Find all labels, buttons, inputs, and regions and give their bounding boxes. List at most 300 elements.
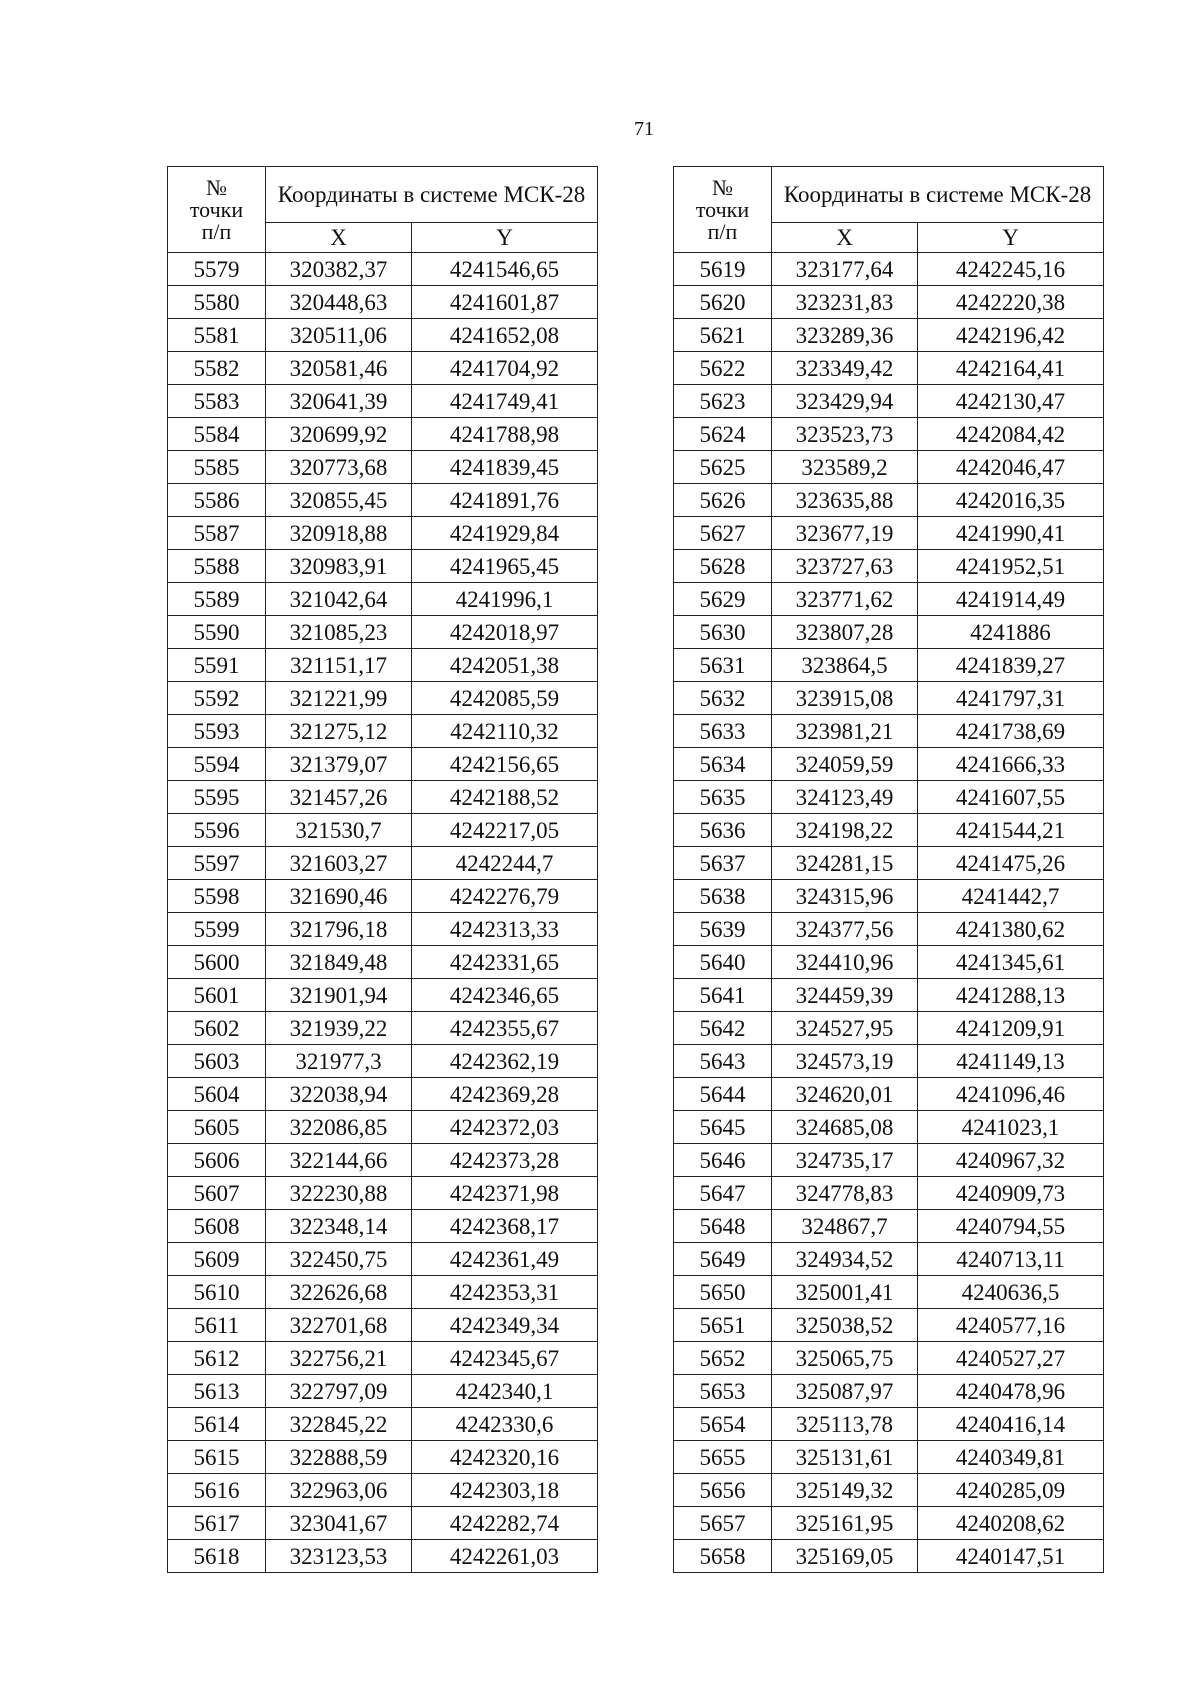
table-row <box>168 1177 598 1210</box>
point-number-cell: 5649 <box>674 1243 772 1276</box>
point-number-cell: 5606 <box>168 1144 266 1177</box>
x-coordinate-cell: 321901,94 <box>266 979 412 1012</box>
x-coordinate-cell: 322348,14 <box>266 1210 412 1243</box>
point-number-cell: 5638 <box>674 880 772 913</box>
x-coordinate-cell: 323349,42 <box>772 352 918 385</box>
point-number-cell: 5658 <box>674 1540 772 1573</box>
table-row <box>674 814 1104 847</box>
table-row <box>674 1540 1104 1573</box>
x-coordinate-cell: 322450,75 <box>266 1243 412 1276</box>
x-coordinate-cell: 324281,15 <box>772 847 918 880</box>
y-coordinate-cell: 4242051,38 <box>412 649 598 682</box>
x-coordinate-cell: 324573,19 <box>772 1045 918 1078</box>
coordinates-header: Координаты в системе МСК-28 <box>266 167 598 223</box>
table-row <box>168 1309 598 1342</box>
table-row <box>168 913 598 946</box>
y-coordinate-cell: 4241345,61 <box>918 946 1104 979</box>
y-coordinate-cell: 4241475,26 <box>918 847 1104 880</box>
x-coordinate-cell: 323123,53 <box>266 1540 412 1573</box>
y-column-header: Y <box>412 223 598 253</box>
y-coordinate-cell: 4242330,6 <box>412 1408 598 1441</box>
table-row <box>168 682 598 715</box>
point-number-cell: 5584 <box>168 418 266 451</box>
point-number-cell: 5586 <box>168 484 266 517</box>
table-row <box>674 748 1104 781</box>
table-row <box>674 1375 1104 1408</box>
table-row <box>168 550 598 583</box>
table-row <box>674 1342 1104 1375</box>
x-coordinate-cell: 325149,32 <box>772 1474 918 1507</box>
x-coordinate-cell: 323771,62 <box>772 583 918 616</box>
x-coordinate-cell: 321275,12 <box>266 715 412 748</box>
x-coordinate-cell: 325038,52 <box>772 1309 918 1342</box>
point-number-cell: 5592 <box>168 682 266 715</box>
y-coordinate-cell: 4240794,55 <box>918 1210 1104 1243</box>
table-row <box>674 319 1104 352</box>
y-coordinate-cell: 4242353,31 <box>412 1276 598 1309</box>
table-row <box>168 1276 598 1309</box>
table-row <box>168 517 598 550</box>
x-coordinate-cell: 323807,28 <box>772 616 918 649</box>
point-number-cell: 5600 <box>168 946 266 979</box>
x-coordinate-cell: 320855,45 <box>266 484 412 517</box>
point-number-cell: 5626 <box>674 484 772 517</box>
y-coordinate-cell: 4241952,51 <box>918 550 1104 583</box>
y-coordinate-cell: 4240967,32 <box>918 1144 1104 1177</box>
x-coordinate-cell: 324735,17 <box>772 1144 918 1177</box>
x-coordinate-cell: 324059,59 <box>772 748 918 781</box>
table-row <box>674 583 1104 616</box>
y-coordinate-cell: 4241788,98 <box>412 418 598 451</box>
y-coordinate-cell: 4242217,05 <box>412 814 598 847</box>
y-coordinate-cell: 4240909,73 <box>918 1177 1104 1210</box>
point-number-cell: 5632 <box>674 682 772 715</box>
point-number-cell: 5630 <box>674 616 772 649</box>
table-row <box>674 1243 1104 1276</box>
point-number-cell: 5641 <box>674 979 772 1012</box>
point-number-cell: 5579 <box>168 253 266 286</box>
table-row <box>168 1474 598 1507</box>
table-row <box>168 352 598 385</box>
point-number-cell: 5613 <box>168 1375 266 1408</box>
table-row <box>674 682 1104 715</box>
point-number-cell: 5636 <box>674 814 772 847</box>
y-coordinate-cell: 4242373,28 <box>412 1144 598 1177</box>
table-row <box>168 418 598 451</box>
x-coordinate-cell: 325161,95 <box>772 1507 918 1540</box>
y-coordinate-cell: 4242340,1 <box>412 1375 598 1408</box>
point-number-cell: 5631 <box>674 649 772 682</box>
table-row <box>674 1111 1104 1144</box>
y-coordinate-cell: 4242084,42 <box>918 418 1104 451</box>
y-coordinate-cell: 4240577,16 <box>918 1309 1104 1342</box>
table-row <box>168 1111 598 1144</box>
point-number-cell: 5643 <box>674 1045 772 1078</box>
point-number-cell: 5587 <box>168 517 266 550</box>
table-body-left <box>168 253 598 1573</box>
table-row <box>674 1507 1104 1540</box>
point-number-cell: 5627 <box>674 517 772 550</box>
table-row <box>168 649 598 682</box>
point-number-cell: 5657 <box>674 1507 772 1540</box>
x-coordinate-cell: 325169,05 <box>772 1540 918 1573</box>
y-coordinate-cell: 4240285,09 <box>918 1474 1104 1507</box>
table-row <box>168 253 598 286</box>
table-row <box>168 715 598 748</box>
table-row <box>168 1210 598 1243</box>
y-coordinate-cell: 4242085,59 <box>412 682 598 715</box>
x-coordinate-cell: 323231,83 <box>772 286 918 319</box>
point-number-cell: 5622 <box>674 352 772 385</box>
x-coordinate-cell: 323727,63 <box>772 550 918 583</box>
point-number-cell: 5645 <box>674 1111 772 1144</box>
table-row <box>168 451 598 484</box>
y-coordinate-cell: 4241749,41 <box>412 385 598 418</box>
y-coordinate-cell: 4241149,13 <box>918 1045 1104 1078</box>
x-coordinate-cell: 323429,94 <box>772 385 918 418</box>
y-coordinate-cell: 4242313,33 <box>412 913 598 946</box>
y-coordinate-cell: 4241544,21 <box>918 814 1104 847</box>
point-number-cell: 5642 <box>674 1012 772 1045</box>
point-number-cell: 5601 <box>168 979 266 1012</box>
y-coordinate-cell: 4241891,76 <box>412 484 598 517</box>
point-number-cell: 5648 <box>674 1210 772 1243</box>
y-coordinate-cell: 4242368,17 <box>412 1210 598 1243</box>
y-coordinate-cell: 4241914,49 <box>918 583 1104 616</box>
y-coordinate-cell: 4241601,87 <box>412 286 598 319</box>
table-row <box>168 781 598 814</box>
table-row <box>674 649 1104 682</box>
point-number-cell: 5629 <box>674 583 772 616</box>
y-coordinate-cell: 4242345,67 <box>412 1342 598 1375</box>
y-coordinate-cell: 4242361,49 <box>412 1243 598 1276</box>
point-number-cell: 5583 <box>168 385 266 418</box>
x-coordinate-cell: 320511,06 <box>266 319 412 352</box>
y-coordinate-cell: 4242282,74 <box>412 1507 598 1540</box>
point-number-cell: 5619 <box>674 253 772 286</box>
point-number-cell: 5635 <box>674 781 772 814</box>
x-coordinate-cell: 322756,21 <box>266 1342 412 1375</box>
x-coordinate-cell: 320448,63 <box>266 286 412 319</box>
x-coordinate-cell: 321379,07 <box>266 748 412 781</box>
table-row <box>674 550 1104 583</box>
table-row <box>168 583 598 616</box>
table-row <box>168 1045 598 1078</box>
y-coordinate-cell: 4242371,98 <box>412 1177 598 1210</box>
point-number-cell: 5618 <box>168 1540 266 1573</box>
x-coordinate-cell: 321690,46 <box>266 880 412 913</box>
table-row <box>168 880 598 913</box>
page-number: 71 <box>634 118 654 140</box>
y-coordinate-cell: 4242245,16 <box>918 253 1104 286</box>
point-number-cell: 5616 <box>168 1474 266 1507</box>
table-row <box>168 1507 598 1540</box>
point-number-cell: 5637 <box>674 847 772 880</box>
x-coordinate-cell: 321151,17 <box>266 649 412 682</box>
y-coordinate-cell: 4242130,47 <box>918 385 1104 418</box>
x-coordinate-cell: 321530,7 <box>266 814 412 847</box>
table-row <box>674 880 1104 913</box>
x-column-header: X <box>266 223 412 253</box>
point-number-cell: 5588 <box>168 550 266 583</box>
point-number-cell: 5594 <box>168 748 266 781</box>
table-row <box>674 253 1104 286</box>
table-row <box>674 913 1104 946</box>
table-row <box>674 1474 1104 1507</box>
table-row <box>674 1441 1104 1474</box>
table-row <box>168 946 598 979</box>
point-number-cell: 5598 <box>168 880 266 913</box>
point-number-header: № точки п/п <box>168 167 266 253</box>
x-coordinate-cell: 324527,95 <box>772 1012 918 1045</box>
y-coordinate-cell: 4242016,35 <box>918 484 1104 517</box>
x-coordinate-cell: 322845,22 <box>266 1408 412 1441</box>
table-row <box>674 1045 1104 1078</box>
point-number-cell: 5603 <box>168 1045 266 1078</box>
y-coordinate-cell: 4242369,28 <box>412 1078 598 1111</box>
point-number-cell: 5625 <box>674 451 772 484</box>
table-row <box>168 1012 598 1045</box>
table-row <box>674 286 1104 319</box>
point-number-cell: 5611 <box>168 1309 266 1342</box>
coordinates-table-right <box>673 166 1104 1573</box>
y-coordinate-cell: 4242156,65 <box>412 748 598 781</box>
point-number-cell: 5646 <box>674 1144 772 1177</box>
table-row <box>674 418 1104 451</box>
table-row <box>168 748 598 781</box>
x-coordinate-cell: 321085,23 <box>266 616 412 649</box>
x-coordinate-cell: 325001,41 <box>772 1276 918 1309</box>
point-number-cell: 5610 <box>168 1276 266 1309</box>
y-column-header: Y <box>918 223 1104 253</box>
table-row <box>168 1408 598 1441</box>
point-number-cell: 5624 <box>674 418 772 451</box>
table-row <box>674 1177 1104 1210</box>
y-coordinate-cell: 4241990,41 <box>918 517 1104 550</box>
point-number-cell: 5652 <box>674 1342 772 1375</box>
table-row <box>168 1540 598 1573</box>
point-number-cell: 5590 <box>168 616 266 649</box>
x-coordinate-cell: 324123,49 <box>772 781 918 814</box>
x-coordinate-cell: 323589,2 <box>772 451 918 484</box>
table-row <box>674 847 1104 880</box>
y-coordinate-cell: 4242188,52 <box>412 781 598 814</box>
x-coordinate-cell: 322144,66 <box>266 1144 412 1177</box>
table-row <box>674 946 1104 979</box>
table-row <box>168 616 598 649</box>
table-row <box>168 385 598 418</box>
x-coordinate-cell: 324198,22 <box>772 814 918 847</box>
table-row <box>168 286 598 319</box>
x-coordinate-cell: 324685,08 <box>772 1111 918 1144</box>
x-coordinate-cell: 324934,52 <box>772 1243 918 1276</box>
x-coordinate-cell: 321939,22 <box>266 1012 412 1045</box>
point-number-cell: 5599 <box>168 913 266 946</box>
coordinates-header: Координаты в системе МСК-28 <box>772 167 1104 223</box>
x-coordinate-cell: 323864,5 <box>772 649 918 682</box>
y-coordinate-cell: 4242349,34 <box>412 1309 598 1342</box>
y-coordinate-cell: 4241442,7 <box>918 880 1104 913</box>
x-coordinate-cell: 324620,01 <box>772 1078 918 1111</box>
y-coordinate-cell: 4241965,45 <box>412 550 598 583</box>
y-coordinate-cell: 4241738,69 <box>918 715 1104 748</box>
x-coordinate-cell: 320581,46 <box>266 352 412 385</box>
table-row <box>674 352 1104 385</box>
table-row <box>674 1078 1104 1111</box>
y-coordinate-cell: 4240349,81 <box>918 1441 1104 1474</box>
table-row <box>168 1441 598 1474</box>
x-coordinate-cell: 323915,08 <box>772 682 918 715</box>
table-row <box>674 385 1104 418</box>
y-coordinate-cell: 4241209,91 <box>918 1012 1104 1045</box>
point-number-cell: 5597 <box>168 847 266 880</box>
y-coordinate-cell: 4242244,7 <box>412 847 598 880</box>
x-coordinate-cell: 323981,21 <box>772 715 918 748</box>
y-coordinate-cell: 4242110,32 <box>412 715 598 748</box>
y-coordinate-cell: 4241886 <box>918 616 1104 649</box>
y-coordinate-cell: 4241666,33 <box>918 748 1104 781</box>
point-number-cell: 5581 <box>168 319 266 352</box>
point-number-cell: 5650 <box>674 1276 772 1309</box>
x-coordinate-cell: 323041,67 <box>266 1507 412 1540</box>
point-number-cell: 5595 <box>168 781 266 814</box>
x-coordinate-cell: 322086,85 <box>266 1111 412 1144</box>
y-coordinate-cell: 4241380,62 <box>918 913 1104 946</box>
table-row <box>674 484 1104 517</box>
x-coordinate-cell: 321221,99 <box>266 682 412 715</box>
table-row <box>168 1243 598 1276</box>
point-number-cell: 5602 <box>168 1012 266 1045</box>
point-number-cell: 5596 <box>168 814 266 847</box>
y-coordinate-cell: 4241288,13 <box>918 979 1104 1012</box>
x-coordinate-cell: 320699,92 <box>266 418 412 451</box>
y-coordinate-cell: 4240147,51 <box>918 1540 1104 1573</box>
table-row <box>168 814 598 847</box>
table-row <box>168 847 598 880</box>
x-coordinate-cell: 324315,96 <box>772 880 918 913</box>
x-coordinate-cell: 320382,37 <box>266 253 412 286</box>
x-coordinate-cell: 321849,48 <box>266 946 412 979</box>
x-coordinate-cell: 323635,88 <box>772 484 918 517</box>
point-number-cell: 5647 <box>674 1177 772 1210</box>
y-coordinate-cell: 4241797,31 <box>918 682 1104 715</box>
table-row <box>168 979 598 1012</box>
table-row <box>168 1144 598 1177</box>
x-coordinate-cell: 324377,56 <box>772 913 918 946</box>
point-number-cell: 5605 <box>168 1111 266 1144</box>
x-coordinate-cell: 321796,18 <box>266 913 412 946</box>
x-coordinate-cell: 320918,88 <box>266 517 412 550</box>
point-number-cell: 5634 <box>674 748 772 781</box>
table-row <box>674 781 1104 814</box>
table-row <box>674 1144 1104 1177</box>
table-row <box>674 1309 1104 1342</box>
point-number-cell: 5591 <box>168 649 266 682</box>
table-row <box>674 1012 1104 1045</box>
point-number-cell: 5654 <box>674 1408 772 1441</box>
y-coordinate-cell: 4241546,65 <box>412 253 598 286</box>
x-coordinate-cell: 324459,39 <box>772 979 918 1012</box>
point-number-cell: 5585 <box>168 451 266 484</box>
y-coordinate-cell: 4240208,62 <box>918 1507 1104 1540</box>
y-coordinate-cell: 4240713,11 <box>918 1243 1104 1276</box>
y-coordinate-cell: 4242164,41 <box>918 352 1104 385</box>
y-coordinate-cell: 4242320,16 <box>412 1441 598 1474</box>
x-coordinate-cell: 321042,64 <box>266 583 412 616</box>
point-number-cell: 5639 <box>674 913 772 946</box>
y-coordinate-cell: 4240416,14 <box>918 1408 1104 1441</box>
y-coordinate-cell: 4241929,84 <box>412 517 598 550</box>
table-row <box>674 517 1104 550</box>
x-coordinate-cell: 321977,3 <box>266 1045 412 1078</box>
y-coordinate-cell: 4241839,45 <box>412 451 598 484</box>
point-number-cell: 5621 <box>674 319 772 352</box>
table-row <box>168 484 598 517</box>
point-number-cell: 5656 <box>674 1474 772 1507</box>
x-coordinate-cell: 322230,88 <box>266 1177 412 1210</box>
point-number-cell: 5620 <box>674 286 772 319</box>
coordinates-table-left <box>167 166 598 1573</box>
point-number-cell: 5604 <box>168 1078 266 1111</box>
x-coordinate-cell: 323677,19 <box>772 517 918 550</box>
x-coordinate-cell: 320641,39 <box>266 385 412 418</box>
point-number-cell: 5617 <box>168 1507 266 1540</box>
y-coordinate-cell: 4240636,5 <box>918 1276 1104 1309</box>
y-coordinate-cell: 4241652,08 <box>412 319 598 352</box>
point-number-cell: 5593 <box>168 715 266 748</box>
x-coordinate-cell: 325131,61 <box>772 1441 918 1474</box>
x-coordinate-cell: 321603,27 <box>266 847 412 880</box>
y-coordinate-cell: 4241023,1 <box>918 1111 1104 1144</box>
table-row <box>168 1375 598 1408</box>
x-coordinate-cell: 323289,36 <box>772 319 918 352</box>
point-number-cell: 5653 <box>674 1375 772 1408</box>
table-row <box>168 1078 598 1111</box>
x-coordinate-cell: 322888,59 <box>266 1441 412 1474</box>
point-number-cell: 5644 <box>674 1078 772 1111</box>
x-coordinate-cell: 325113,78 <box>772 1408 918 1441</box>
y-coordinate-cell: 4240527,27 <box>918 1342 1104 1375</box>
point-number-cell: 5640 <box>674 946 772 979</box>
table-row <box>674 1276 1104 1309</box>
table-row <box>674 1210 1104 1243</box>
point-number-cell: 5615 <box>168 1441 266 1474</box>
table-row <box>674 979 1104 1012</box>
table-row <box>674 715 1104 748</box>
y-coordinate-cell: 4241996,1 <box>412 583 598 616</box>
y-coordinate-cell: 4242276,79 <box>412 880 598 913</box>
x-coordinate-cell: 322797,09 <box>266 1375 412 1408</box>
y-coordinate-cell: 4241096,46 <box>918 1078 1104 1111</box>
y-coordinate-cell: 4241839,27 <box>918 649 1104 682</box>
table-row <box>674 451 1104 484</box>
y-coordinate-cell: 4242372,03 <box>412 1111 598 1144</box>
x-coordinate-cell: 323523,73 <box>772 418 918 451</box>
x-column-header: X <box>772 223 918 253</box>
x-coordinate-cell: 323177,64 <box>772 253 918 286</box>
y-coordinate-cell: 4242346,65 <box>412 979 598 1012</box>
y-coordinate-cell: 4242196,42 <box>918 319 1104 352</box>
table-row <box>674 1408 1104 1441</box>
point-number-cell: 5628 <box>674 550 772 583</box>
y-coordinate-cell: 4240478,96 <box>918 1375 1104 1408</box>
y-coordinate-cell: 4242046,47 <box>918 451 1104 484</box>
point-number-cell: 5580 <box>168 286 266 319</box>
x-coordinate-cell: 325087,97 <box>772 1375 918 1408</box>
x-coordinate-cell: 324867,7 <box>772 1210 918 1243</box>
point-number-cell: 5614 <box>168 1408 266 1441</box>
table-body-right <box>674 253 1104 1573</box>
